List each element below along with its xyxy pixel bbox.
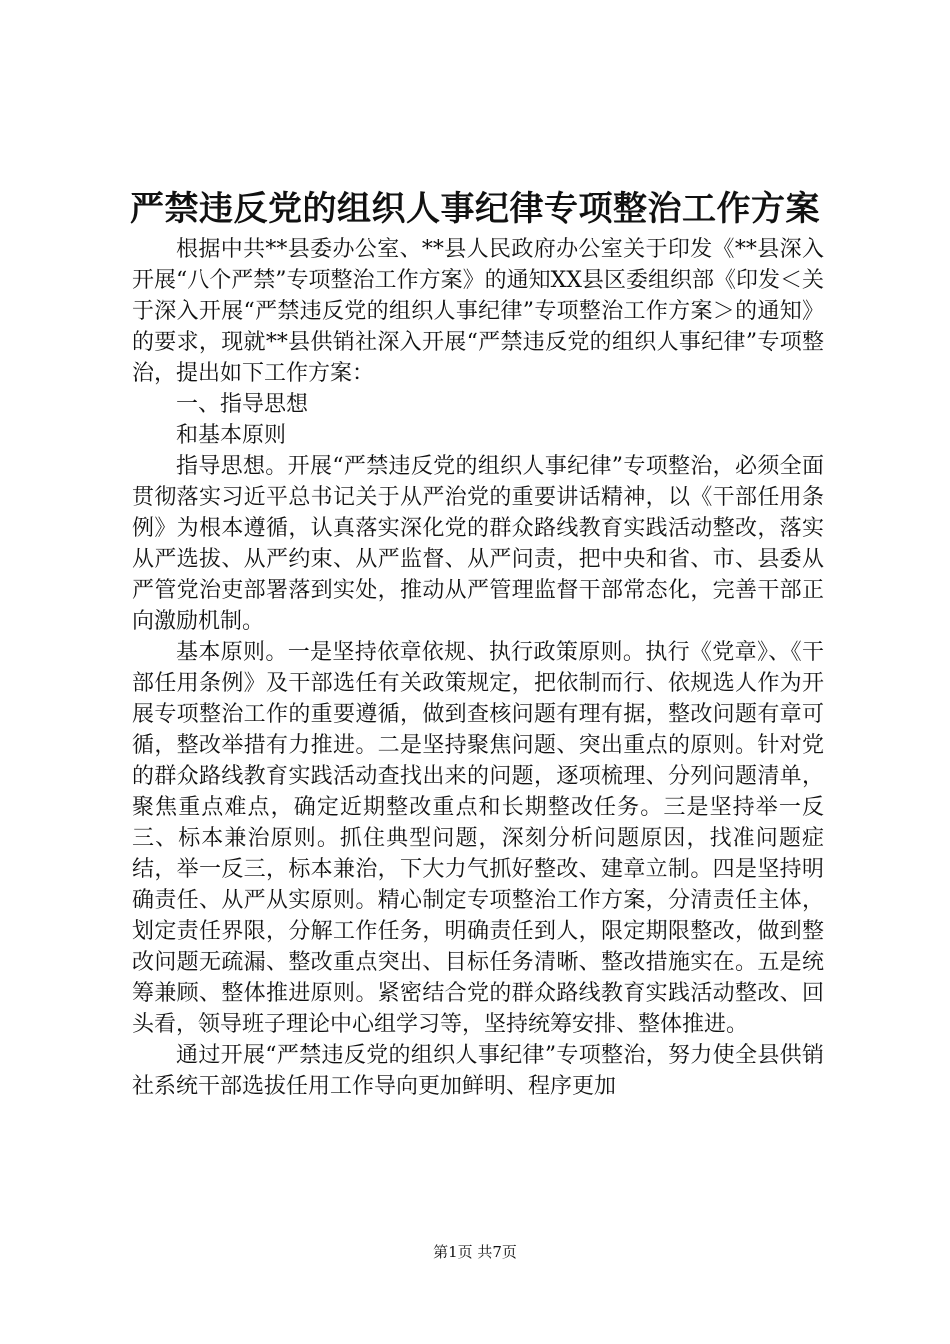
- basic-principles-paragraph: 基本原则。一是坚持依章依规、执行政策原则。执行《党章》、《干部任用条例》及干部选任有关政策规定，把依制而行、依规选人作为开展专项整治工作的重要遵循，做到查核问题有理有据，整改问题有章可循，整改举措有力推进。二是坚持聚焦问题、突出重点的原则。针对党的群众路线教育实践活动查找出来的问题，逐项梳理、分列问题清单，聚焦重点难点，确定近期整改重点和长期整改任务。三是坚持举一反三、标本兼治原则。抓住典型问题，深刻分析问题原因，找准问题症结，举一反三，标本兼治，下大力气抓好整改、建章立制。四是坚持明确责任、从严从实原则。精心制定专项整治工作方案，分清责任主体，划定责任界限，分解工作任务，明确责任到人，限定期限整改，做到整改问题无疏漏、整改重点突出、目标任务清晰、整改措施实在。五是统筹兼顾、整体推进原则。紧密结合党的群众路线教育实践活动整改、回头看，领导班子理论中心组学习等，坚持统筹安排、整体推进。: [132, 640, 824, 1037]
- goal-paragraph: 通过开展“严禁违反党的组织人事纪律”专项整治，努力使全县供销社系统干部选拔任用工作导向更加鲜明、程序更加: [132, 1043, 824, 1099]
- page-number-footer: 第1页 共7页: [433, 1243, 517, 1261]
- document-title: 严禁违反党的组织人事纪律专项整治工作方案: [130, 189, 820, 229]
- section-heading: 一、指导思想: [176, 392, 309, 417]
- document-body: [132, 234, 824, 1102]
- intro-paragraph: 根据中共**县委办公室、**县人民政府办公室关于印发《**县深入开展“八个严禁”专项整治工作方案》的通知XX县区委组织部《印发＜关于深入开展“严禁违反党的组织人事纪律”专项整治工作方案＞的通知》的要求，现就**县供销社深入开展“严禁违反党的组织人事纪律”专项整治，提出如下工作方案：: [132, 237, 824, 386]
- guiding-ideology-paragraph: 指导思想。开展“严禁违反党的组织人事纪律”专项整治，必须全面贯彻落实习近平总书记关于从严治党的重要讲话精神，以《干部任用条例》为根本遵循，认真落实深化党的群众路线教育实践活动整改，落实从严选拔、从严约束、从严监督、从严问责，把中央和省、市、县委从严管党治吏部署落到实处，推动从严管理监督干部常态化，完善干部正向激励机制。: [132, 454, 824, 634]
- section-heading-continued: 和基本原则: [176, 423, 287, 448]
